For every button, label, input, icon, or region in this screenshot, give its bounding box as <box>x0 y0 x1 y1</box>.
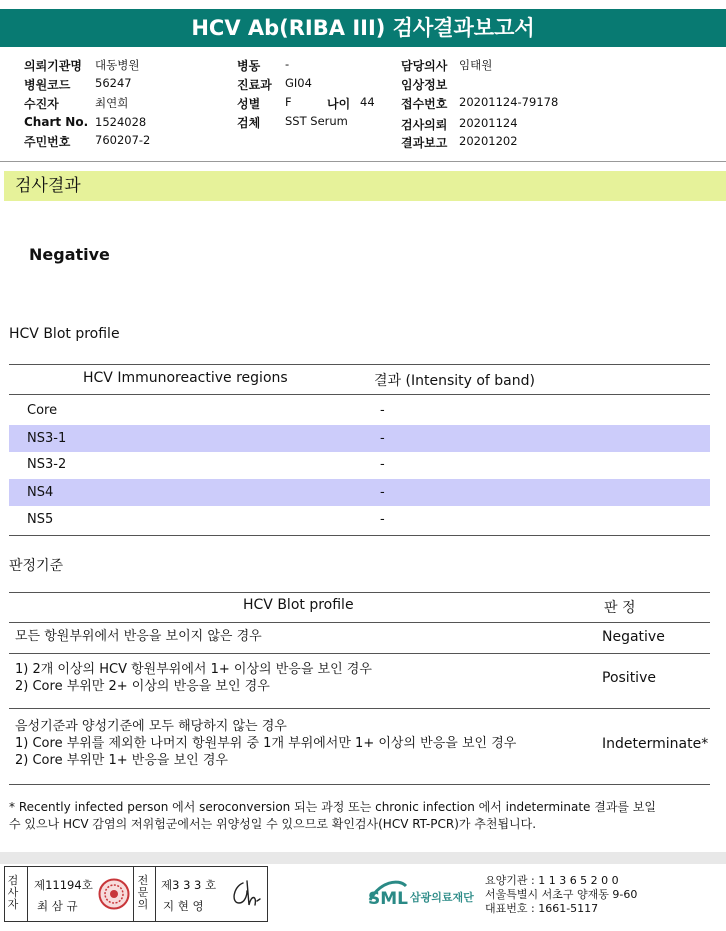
header-blot-profile: HCV Blot profile <box>243 597 354 613</box>
value-request-date: 20201124 <box>459 116 518 130</box>
table-rule <box>9 535 710 536</box>
judgment-negative: Negative <box>602 629 665 645</box>
label-ward: 병동 <box>237 59 261 73</box>
table-row <box>9 425 710 452</box>
label-department: 진료과 <box>237 78 272 92</box>
sml-logo <box>366 874 478 918</box>
result-value: Negative <box>29 245 110 264</box>
region-result: - <box>380 403 385 418</box>
contact-info <box>485 874 637 916</box>
region-name: NS3-2 <box>27 457 67 472</box>
table-rule <box>9 784 710 785</box>
table-rule <box>9 364 710 365</box>
criteria-line: 1) 2개 이상의 HCV 항원부위에서 1+ 이상의 반응을 보인 경우 <box>15 662 372 677</box>
table-rule <box>9 653 710 654</box>
footnote <box>9 799 714 833</box>
region-result: - <box>380 431 385 446</box>
sml-logo-icon <box>366 874 478 914</box>
header-judgment: 판 정 <box>604 600 636 616</box>
criteria-line: 모든 항원부위에서 반응을 보이지 않은 경우 <box>15 629 262 644</box>
label-id-number: 주민번호 <box>24 135 71 149</box>
label-age: 나이 <box>327 97 351 111</box>
footnote-line: * Recently infected person 에서 seroconversion 되는 과정 또는 chronic infection 에서 indeterminate 결과를 보일 <box>9 800 657 814</box>
region-name: Core <box>27 403 58 418</box>
criteria-indeterminate <box>15 718 516 769</box>
section-title: 검사결과 <box>4 171 726 201</box>
table-rule <box>9 394 710 395</box>
signature-box <box>4 866 268 922</box>
table-rule <box>9 622 710 623</box>
value-hospital-code: 56247 <box>95 76 132 90</box>
patient-info <box>0 55 726 162</box>
label-sex: 성별 <box>237 97 261 111</box>
logo-org: 삼광의료재단 <box>410 891 474 904</box>
divider <box>133 867 134 921</box>
region-result: - <box>380 457 385 472</box>
footnote-line: 수 있으나 HCV 감염의 저위험군에서는 위양성일 수 있으므로 확인검사(HCV RT-PCR)가 추천됩니다. <box>9 817 537 831</box>
specialist-label: 전문의 <box>137 874 149 911</box>
footer-band <box>0 852 726 864</box>
header-immunoreactive-regions: HCV Immunoreactive regions <box>83 370 288 386</box>
inspector-label: 검사자 <box>7 874 19 911</box>
label-report-date: 결과보고 <box>401 136 448 150</box>
value-sex: F <box>285 95 292 109</box>
value-id-number: 760207-2 <box>95 133 151 147</box>
value-institution: 대동병원 <box>95 58 140 72</box>
signature-icon <box>227 877 263 911</box>
label-patient: 수진자 <box>24 97 59 111</box>
inspector-license-no: 제11194호 <box>34 878 93 892</box>
region-name: NS4 <box>27 485 54 500</box>
value-age: 44 <box>360 95 375 109</box>
value-department: GI04 <box>285 76 312 90</box>
value-receipt-no: 20201124-79178 <box>459 95 559 109</box>
criteria-line: 1) Core 부위를 제외한 나머지 항원부위 중 1개 부위에서만 1+ 이상의 반응을 보인 경우 <box>15 736 517 751</box>
judgment-positive: Positive <box>602 670 656 686</box>
specialist-name: 지 현 영 <box>163 899 204 913</box>
label-hospital-code: 병원코드 <box>24 78 71 92</box>
logo-text: SML <box>368 889 408 909</box>
label-clinical-info: 임상정보 <box>401 78 448 92</box>
phone-number: 대표번호 : 1661-5117 <box>485 902 599 915</box>
region-name: NS3-1 <box>27 431 67 446</box>
divider <box>27 867 28 921</box>
criteria-title: 판정기준 <box>9 558 64 574</box>
value-chart-no: 1524028 <box>95 115 147 129</box>
seal-stamp-icon <box>98 877 130 911</box>
table-row <box>9 451 710 478</box>
label-institution: 의뢰기관명 <box>24 59 82 73</box>
region-name: NS5 <box>27 512 54 527</box>
report-title: HCV Ab(RIBA III) 검사결과보고서 <box>0 9 726 47</box>
divider <box>0 161 726 162</box>
header-band-intensity: 결과 (Intensity of band) <box>374 373 535 389</box>
value-doctor: 임태원 <box>459 58 493 72</box>
table-row <box>9 397 710 424</box>
label-request-date: 검사의뢰 <box>401 118 448 132</box>
table-row <box>9 479 710 506</box>
region-result: - <box>380 512 385 527</box>
facility-code: 요양기관 : 1 1 3 6 5 2 0 0 <box>485 874 619 887</box>
value-ward: - <box>285 57 290 71</box>
inspector-name: 최 삼 규 <box>37 899 78 913</box>
label-doctor: 담당의사 <box>401 59 448 73</box>
specialist-license-no: 제3 3 3 호 <box>161 878 217 892</box>
criteria-negative <box>15 628 262 645</box>
criteria-line: 음성기준과 양성기준에 모두 해당하지 않는 경우 <box>15 719 287 734</box>
region-result: - <box>380 485 385 500</box>
judgment-indeterminate: Indeterminate* <box>602 736 709 752</box>
address: 서울특별시 서초구 양재동 9-60 <box>485 888 638 901</box>
label-specimen: 검체 <box>237 116 261 130</box>
divider <box>155 867 156 921</box>
table-row <box>9 506 710 533</box>
label-chart-no: Chart No. <box>24 115 89 129</box>
table-rule <box>9 708 710 709</box>
value-report-date: 20201202 <box>459 134 518 148</box>
criteria-positive <box>15 661 372 695</box>
label-receipt-no: 접수번호 <box>401 97 448 111</box>
criteria-line: 2) Core 부위만 2+ 이상의 반응을 보인 경우 <box>15 679 270 694</box>
criteria-line: 2) Core 부위만 1+ 반응을 보인 경우 <box>15 753 228 768</box>
value-patient: 최연희 <box>95 96 129 110</box>
value-specimen: SST Serum <box>285 114 348 128</box>
blot-profile-title: HCV Blot profile <box>9 326 120 342</box>
table-rule <box>9 592 710 593</box>
